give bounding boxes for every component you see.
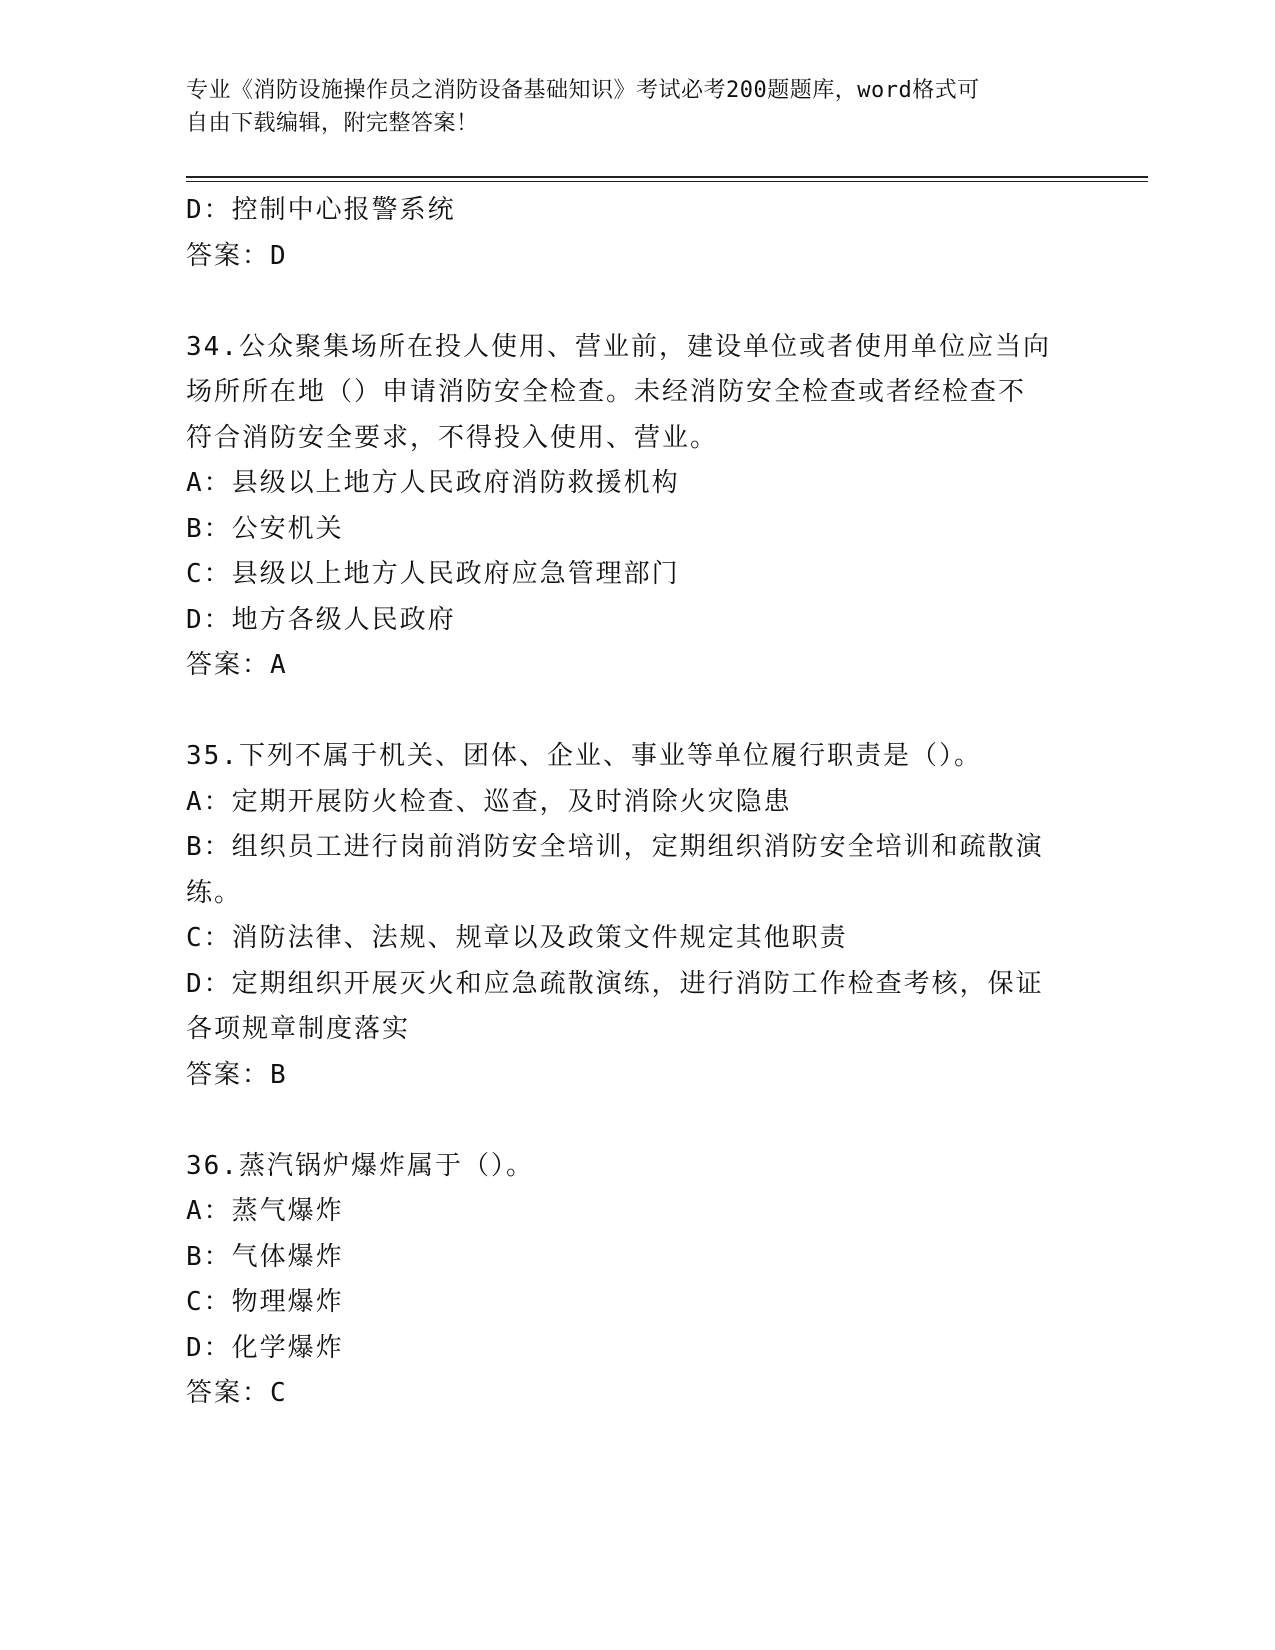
- question-list: [186, 188, 1066, 1417]
- question-33-tail: [186, 188, 1066, 279]
- answer: 答案：A: [186, 650, 288, 680]
- question-stem: 符合消防安全要求，不得投入使用、营业。: [186, 422, 719, 453]
- answer: 答案：D: [186, 240, 288, 271]
- option-b: B：组织员工进行岗前消防安全培训，定期组织消防安全培训和疏散演: [186, 832, 1044, 862]
- question-34: [186, 325, 1066, 689]
- option-a: A：县级以上地方人民政府消防救援机构: [186, 468, 680, 498]
- header-line-2: 自由下载编辑，附完整答案！: [186, 111, 479, 136]
- option-b: B：气体爆炸: [186, 1241, 344, 1272]
- spacer: [186, 1098, 1066, 1144]
- option-a: A：定期开展防火检查、巡查，及时消除火灾隐患: [186, 786, 792, 817]
- spacer: [186, 689, 1066, 735]
- option-d: D：控制中心报警系统: [186, 195, 456, 225]
- option-d: D：地方各级人民政府: [186, 604, 456, 635]
- header-line-1: 专业《消防设施操作员之消防设备基础知识》考试必考200题题库，word格式可: [186, 78, 980, 103]
- option-d: D：定期组织开展灭火和应急疏散演练，进行消防工作检查考核，保证: [186, 968, 1044, 999]
- answer: 答案：B: [186, 1059, 288, 1090]
- option-c: C：物理爆炸: [186, 1287, 344, 1317]
- question-stem: 34.公众聚集场所在投人使用、营业前，建设单位或者使用单位应当向: [186, 331, 1051, 362]
- question-36: [186, 1144, 1066, 1417]
- option-b-continued: 练。: [186, 877, 243, 908]
- option-c: C：县级以上地方人民政府应急管理部门: [186, 559, 680, 589]
- question-35: [186, 734, 1066, 1098]
- header-rule-thin: [186, 181, 1148, 182]
- question-stem: 36.蒸汽锅炉爆炸属于（）。: [186, 1150, 534, 1181]
- spacer: [186, 279, 1066, 325]
- option-c: C：消防法律、法规、规章以及政策文件规定其他职责: [186, 923, 848, 953]
- option-d: D：化学爆炸: [186, 1332, 344, 1363]
- option-b: B：公安机关: [186, 513, 344, 544]
- option-a: A：蒸气爆炸: [186, 1196, 344, 1226]
- question-stem: 35.下列不属于机关、团体、企业、事业等单位履行职责是（）。: [186, 741, 982, 771]
- header-rule-thick: [186, 176, 1148, 178]
- question-stem: 场所所在地（）申请消防安全检查。未经消防安全检查或者经检查不: [186, 377, 1027, 407]
- answer: 答案：C: [186, 1378, 288, 1408]
- page-header: [186, 74, 1066, 140]
- option-d-continued: 各项规章制度落实: [186, 1014, 411, 1044]
